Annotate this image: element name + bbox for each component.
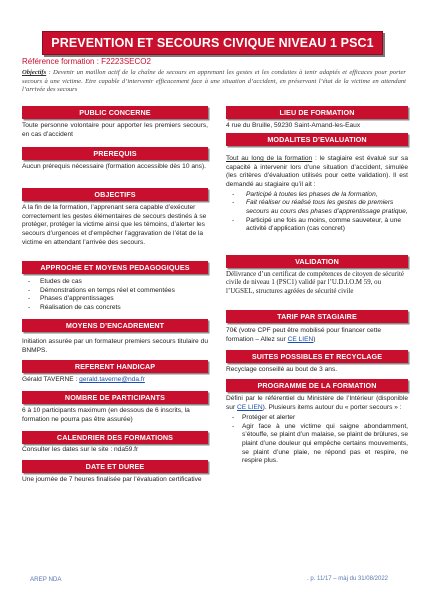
- programme-text-2: ). Plusieurs items autour du « porter secours » :: [262, 403, 402, 411]
- left-column: [22, 106, 208, 485]
- evaluation-list: [226, 191, 408, 252]
- section-header-calendrier: CALENDRIER DES FORMATIONS: [22, 431, 208, 444]
- section-header-suites: SUITES POSSIBLES ET RECYCLAGE: [226, 350, 408, 363]
- programme-text: [226, 395, 408, 412]
- list-item: - Phases d’apprentissages: [22, 295, 208, 304]
- section-header-public: PUBLIC CONCERNE: [22, 106, 208, 119]
- section-header-lieu: LIEU DE FORMATION: [226, 106, 408, 119]
- list-item: - Agir face à une victime qui saigne abondamment, s’étouffe, se plaint d’un malaise, se plaint de brûlures, se plaint d’une douleur qui empêche certains mouvements, se plaint d’une plaie, ne répond pas et respire, ne respire plus.: [226, 423, 408, 466]
- objectifs-text: : Devenir un maillon actif de la chaîne de secours en apprenant les gestes et les conduites à tenir adaptés et efficaces pour porter secours à une victime. Etre capable d’intervenir efficacement face à une situation d’accident, en préservant l’état de la victime en attendant l’arrivée des secours: [22, 69, 406, 94]
- list-item: - Fait réaliser ou réalisé tous les gestes de premiers secours au cours des phases d’apprentissage pratique,: [226, 199, 408, 216]
- public-text: Toute personne volontaire pour apporter les premiers secours, en cas d’accident: [22, 122, 208, 138]
- list-item: - Etudes de cas: [22, 278, 208, 287]
- validation-text: Délivrance d’un certificat de compétences de citoyen de sécurité civile de niveau 1 (PSC1) validé par l’U.D.I.O.M 59, ou l’UGSEL, structures agréées de sécurité civile: [226, 270, 404, 295]
- encadrement-text: Initiation assurée par un formateur premiers secours titulaire du BNMPS.: [22, 338, 208, 354]
- evaluation-intro-text: : le stagiaire est évalué sur sa capacité à intervenir lors d’une situation d’accident, simulée (les critères d’évaluation utilisés pour cette validation). Il est demandé au stagiaire qu’il ait :: [226, 155, 409, 189]
- list-item: - Démonstrations en temps réel et commentées: [22, 287, 208, 296]
- section-header-objectifs: OBJECTIFS: [22, 188, 208, 201]
- evaluation-intro-underlined: Tout au long de la formation: [226, 155, 313, 162]
- duree-text: Une journée de 7 heures finalisée par l’évaluation certificative: [22, 476, 202, 483]
- section-header-prerequis: PREREQUIS: [22, 147, 208, 160]
- participants-text: 6 à 10 participants maximum (en dessous de 6 inscrits, la formation ne pourra pas être assurée): [22, 407, 190, 423]
- objectifs-intro: [22, 69, 406, 95]
- section-header-duree: DATE ET DUREE: [22, 460, 208, 473]
- programme-text-1: Défini par le référentiel du Ministère de l’Intérieur (disponible sur: [226, 394, 408, 411]
- section-header-handicap: REFERENT HANDICAP: [22, 360, 208, 373]
- programme-list: [226, 414, 408, 466]
- handicap-email-link[interactable]: gerald.taverne@nda.fr: [79, 376, 145, 383]
- lieu-text: 4 rue du Bruille, 59230 Saint-Amand-les-Eaux: [226, 122, 361, 129]
- section-header-participants: NOMBRE DE PARTICIPANTS: [22, 391, 208, 404]
- handicap-name: Gérald TAVERNE :: [22, 376, 80, 383]
- tarif-text-end: ): [313, 335, 316, 343]
- section-header-tarif: TARIF PAR STAGIAIRE: [226, 310, 408, 323]
- prerequis-text: Aucun prérequis nécessaire (formation accessible dès 10 ans).: [22, 163, 206, 170]
- list-item: - Participé une fois au moins, comme sauveteur, à une activité d’application (cas concret): [226, 217, 408, 234]
- section-header-evaluation: MODALITES D’EVALUATION: [226, 133, 408, 146]
- calendrier-text: Consulter les dates sur le site : nda59.fr: [22, 446, 139, 453]
- list-item: - Réalisation de cas concrets: [22, 304, 208, 313]
- list-item: - Protéger et alerter: [226, 414, 408, 423]
- footer-left: AREP NDA: [30, 576, 62, 583]
- objectifs-text-block: A la fin de la formation, l’apprenant sera capable d’exécuter correctement les gestes élémentaires de secours destinés à se protéger, protéger la victime ainsi que les témoins, d’alerter les secours d’urgences et d’empêcher l’aggravation de l’état de la victime en attendant l’arrivée des secours.: [22, 204, 207, 246]
- tarif-text-main: 70€ (votre CPF peut être mobilisé pour financer cette formation – Allez sur: [226, 326, 382, 343]
- handicap-text: [22, 376, 208, 386]
- section-header-programme: PROGRAMME DE LA FORMATION: [226, 379, 408, 392]
- tarif-text: [226, 327, 408, 346]
- list-item: - Participé à toutes les phases de la formation,: [226, 191, 408, 200]
- footer-page-number: . p. 11/17 – màj du 31/08/2022: [307, 576, 388, 582]
- reference-formation: Référence formation : F2223SECO2: [22, 57, 151, 66]
- page-title: PREVENTION ET SECOURS CIVIQUE NIVEAU 1 PSC1: [42, 31, 383, 55]
- section-header-approche: APPROCHE ET MOYENS PEDAGOGIQUES: [22, 261, 208, 274]
- evaluation-intro: [226, 155, 408, 190]
- suites-text: Recyclage conseillé au bout de 3 ans.: [226, 365, 338, 373]
- tarif-cpf-link[interactable]: CE LIEN: [287, 335, 314, 343]
- objectifs-label: Objectifs: [22, 69, 47, 76]
- section-header-encadrement: MOYENS D’ENCADREMENT: [22, 319, 208, 332]
- right-column: [226, 106, 408, 466]
- section-header-validation: VALIDATION: [226, 255, 408, 268]
- approche-list: [22, 278, 208, 314]
- programme-referentiel-link[interactable]: CE LIEN: [237, 403, 263, 411]
